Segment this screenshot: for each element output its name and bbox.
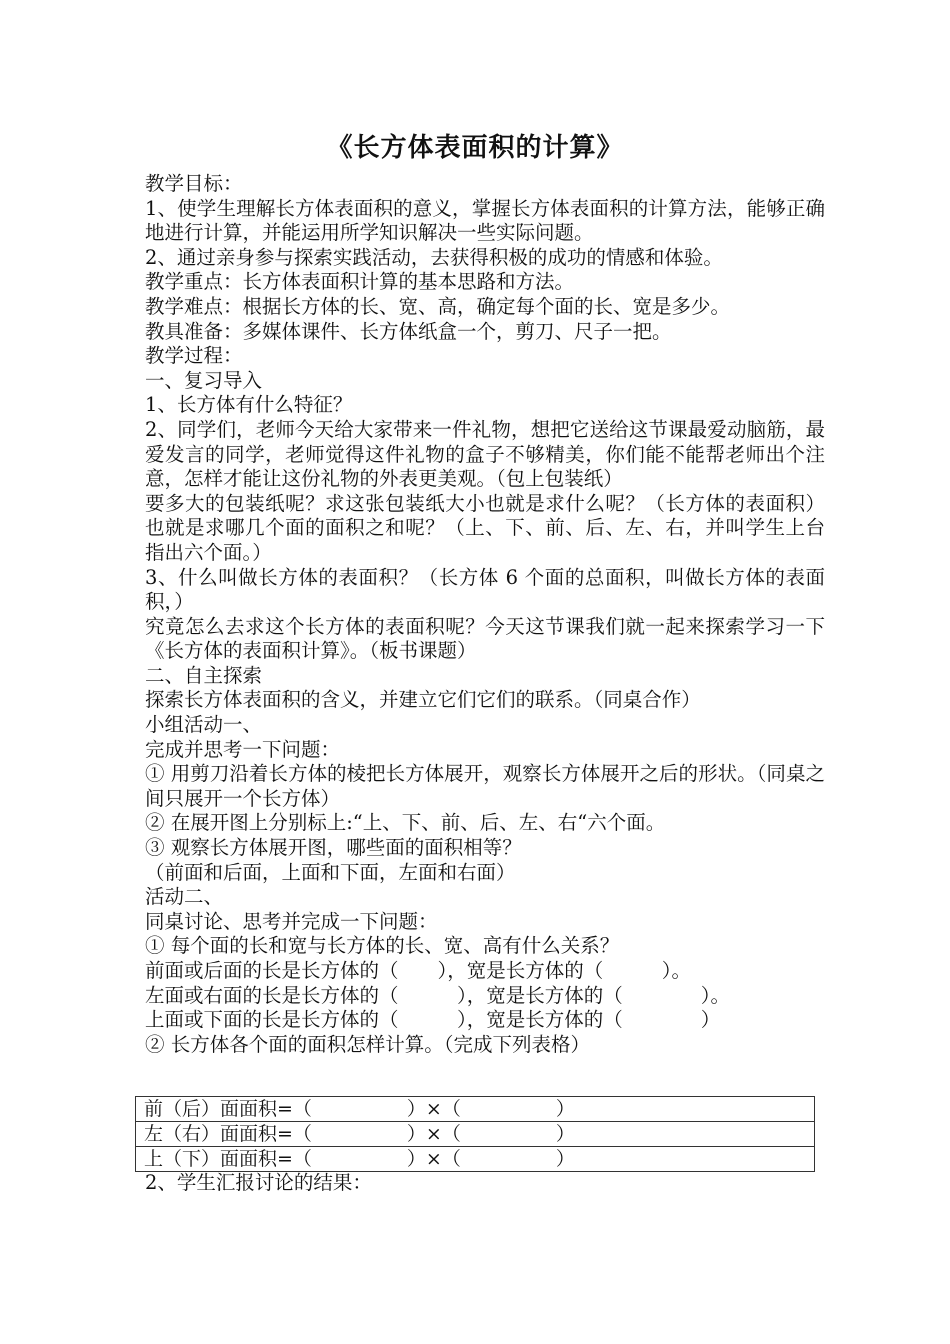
section-heading: 二、自主探索 [145, 663, 263, 687]
text-line: （前面和后面，上面和下面，左面和右面） [145, 860, 516, 884]
table-row [136, 1097, 815, 1122]
text-line: 左面或右面的长是长方体的（ ），宽是长方体的（ ）。 [145, 983, 731, 1007]
text-line: 活动二、 [145, 885, 224, 909]
text-line: 教学重点：长方体表面积计算的基本思路和方法。 [145, 270, 575, 294]
document-body [145, 172, 825, 1057]
text-line: 教学目标： [145, 172, 243, 195]
table-cell: 前（后）面面积=（ ）×（ ） [136, 1097, 815, 1122]
text-paragraph: 1、使学生理解长方体表面积的意义，掌握长方体表面积的计算方法，能够正确地进行计算，并能运用所学知识解决一些实际问题。 [145, 196, 825, 245]
text-line: 前面或后面的长是长方体的（ ），宽是长方体的（ ）。 [145, 959, 692, 982]
text-line: 教学过程： [145, 344, 243, 368]
text-line: ② 在展开图上分别标上:“上、下、前、后、左、右“六个面。 [145, 811, 666, 835]
table-row [136, 1122, 815, 1147]
text-line: 探索长方体表面积的含义，并建立它们它们的联系。（同桌合作） [145, 688, 701, 712]
text-line: 教具准备：多媒体课件、长方体纸盒一个，剪刀、尺子一把。 [145, 319, 672, 343]
text-line: 上面或下面的长是长方体的（ ），宽是长方体的（ ） [145, 1008, 721, 1032]
text-line: 1、长方体有什么特征？ [145, 393, 353, 417]
document-title: 《长方体表面积的计算》 [326, 133, 624, 163]
text-line: 2、学生汇报讨论的结果： [145, 1171, 372, 1194]
text-line: 小组活动一、 [145, 713, 263, 737]
section-heading: 一、复习导入 [145, 368, 263, 392]
text-line: 同桌讨论、思考并完成一下问题： [145, 909, 438, 933]
text-paragraph: ① 用剪刀沿着长方体的棱把长方体展开，观察长方体展开之后的形状。（同桌之间只展开一个长方体） [145, 762, 825, 810]
text-paragraph: 2、同学们，老师今天给大家带来一件礼物，想把它送给这节课最爱动脑筋，最爱发言的同学，老师觉得这件礼物的盒子不够精美，你们能不能帮老师出个注意，怎样才能让这份礼物的外表更美观。（包上包装纸） [145, 417, 825, 491]
text-line: 完成并思考一下问题： [145, 737, 341, 761]
text-paragraph: 3、什么叫做长方体的表面积？（长方体 6 个面的总面积，叫做长方体的表面积，） [145, 565, 825, 614]
table-row [136, 1147, 815, 1172]
text-line: ② 长方体各个面的面积怎样计算。（完成下列表格） [145, 1032, 590, 1056]
text-paragraph: 要多大的包装纸呢？求这张包装纸大小也就是求什么呢？（长方体的表面积）也就是求哪几个面的面积之和呢？（上、下、前、后、左、右，并叫学生上台指出六个面。） [145, 491, 825, 564]
table-cell: 左（右）面面积=（ ）×（ ） [136, 1122, 815, 1147]
text-line: ③ 观察长方体展开图，哪些面的面积相等？ [145, 836, 522, 860]
text-line: ① 每个面的长和宽与长方体的长、宽、高有什么关系？ [145, 934, 620, 958]
text-line: 教学难点：根据长方体的长、宽、高，确定每个面的长、宽是多少。 [145, 294, 731, 318]
text-line: 2、通过亲身参与探索实践活动，去获得积极的成功的情感和体验。 [145, 245, 723, 269]
text-paragraph: 究竟怎么去求这个长方体的表面积呢？今天这节课我们就一起来探索学习一下《长方体的表面积计算》。（板书课题） [145, 614, 825, 663]
table-cell: 上（下）面面积=（ ）×（ ） [136, 1147, 815, 1172]
area-table [135, 1096, 815, 1172]
